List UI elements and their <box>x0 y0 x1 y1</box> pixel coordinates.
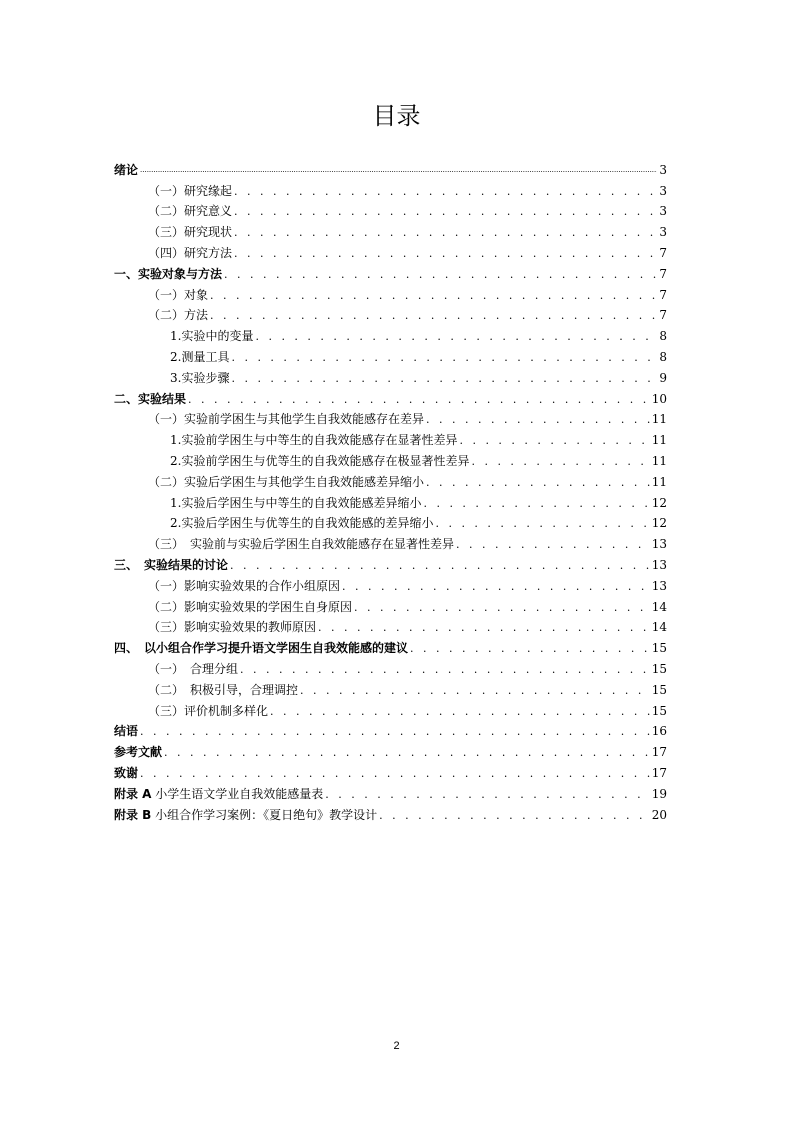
toc-entry-label: （二） 积极引导，合理调控 <box>148 682 299 697</box>
toc-entry[interactable] <box>114 677 667 698</box>
toc-entry-page: 16 <box>651 724 667 739</box>
toc-entry-label: 2.实验后学困生与优等生的自我效能感的差异缩小 <box>170 516 434 531</box>
dot-leader <box>230 558 650 573</box>
appendix-label: 附录 A <box>114 786 152 801</box>
toc-entry-page: 3 <box>659 183 667 198</box>
toc-entry[interactable] <box>114 178 667 199</box>
toc-entry-page: 8 <box>659 349 667 364</box>
dot-leader <box>210 308 657 323</box>
appendix-title: 小组合作学习案例：《夏日绝句》教学设计 <box>151 807 378 822</box>
dot-leader <box>234 204 657 219</box>
toc-entry-page: 12 <box>651 495 667 510</box>
toc-entry-label: （一） 合理分组 <box>148 661 239 676</box>
toc-entry-label: 二、实验结果 <box>114 391 187 406</box>
toc-entry[interactable] <box>114 594 667 615</box>
dot-leader <box>471 454 649 469</box>
dot-leader <box>325 787 649 802</box>
toc-entry[interactable] <box>114 199 667 220</box>
toc-entry-page: 20 <box>651 807 667 822</box>
dot-leader <box>140 724 650 739</box>
toc-entry-label <box>114 787 323 802</box>
toc-entry-page: 11 <box>651 412 667 427</box>
toc-entry[interactable] <box>114 656 667 677</box>
dot-leader <box>456 537 650 552</box>
toc-entry[interactable] <box>114 490 667 511</box>
toc-entry-label: 2.实验前学困生与优等生的自我效能感存在极显著性差异 <box>170 453 470 468</box>
toc-entry[interactable] <box>114 240 667 261</box>
toc-entry-page: 15 <box>651 661 667 676</box>
toc-entry-label: 一、实验对象与方法 <box>114 266 223 281</box>
dot-leader <box>164 745 650 760</box>
toc-entry-page: 3 <box>659 225 667 240</box>
toc-entry-page: 15 <box>651 641 667 656</box>
toc-entry-label: （一）对象 <box>148 287 209 302</box>
dot-leader <box>423 496 649 511</box>
dot-leader <box>210 288 657 303</box>
dot-leader <box>426 475 650 490</box>
dot-leader <box>318 620 650 635</box>
toc-entry[interactable] <box>114 261 667 282</box>
toc-entry[interactable] <box>114 407 667 428</box>
toc-entry-label: 绪论 <box>114 162 139 177</box>
toc-entry-page: 3 <box>659 204 667 219</box>
appendix-title: 小学生语文学业自我效能感量表 <box>151 786 324 801</box>
toc-entry-label: 参考文献 <box>114 745 163 760</box>
toc-entry[interactable] <box>114 219 667 240</box>
toc-entry[interactable] <box>114 448 667 469</box>
table-of-contents <box>114 157 667 823</box>
toc-entry[interactable] <box>114 511 667 532</box>
toc-entry-page: 14 <box>651 620 667 635</box>
toc-entry[interactable] <box>114 344 667 365</box>
toc-entry-page: 10 <box>651 391 667 406</box>
toc-entry-label: 三、 实验结果的讨论 <box>114 557 229 572</box>
dot-leader <box>426 412 650 427</box>
toc-entry-page: 7 <box>659 266 667 281</box>
toc-entry[interactable] <box>114 802 667 823</box>
dot-leader <box>140 766 650 781</box>
toc-entry-page: 11 <box>651 453 667 468</box>
toc-entry[interactable] <box>114 323 667 344</box>
toc-entry-page: 13 <box>651 557 667 572</box>
dot-leader <box>224 267 657 282</box>
toc-entry-page: 8 <box>659 329 667 344</box>
toc-entry-page: 11 <box>651 433 667 448</box>
toc-entry-page: 17 <box>651 745 667 760</box>
page-title: 目录 <box>372 102 421 130</box>
dot-leader <box>354 600 650 615</box>
toc-entry-label: （一）影响实验效果的合作小组原因 <box>148 578 341 593</box>
toc-entry-label <box>114 808 377 823</box>
toc-entry-label: （二）方法 <box>148 308 209 323</box>
toc-entry-label: 2.测量工具 <box>170 349 230 364</box>
toc-entry-label: （三）评价机制多样化 <box>148 703 269 718</box>
toc-entry-label: （三）研究现状 <box>148 225 233 240</box>
toc-entry-label: 结语 <box>114 724 139 739</box>
toc-entry[interactable] <box>114 386 667 407</box>
toc-entry[interactable] <box>114 698 667 719</box>
toc-entry-label: （一）研究缘起 <box>148 183 233 198</box>
toc-entry-page: 7 <box>659 308 667 323</box>
page-number: 2 <box>393 1040 400 1052</box>
toc-entry[interactable] <box>114 635 667 656</box>
toc-entry-page: 13 <box>651 578 667 593</box>
toc-entry-label: 1.实验后学困生与中等生的自我效能感差异缩小 <box>170 495 422 510</box>
dot-leader <box>140 163 657 178</box>
dot-leader <box>234 246 657 261</box>
toc-entry[interactable] <box>114 365 667 386</box>
toc-entry[interactable] <box>114 573 667 594</box>
toc-entry-page: 15 <box>651 682 667 697</box>
dot-leader <box>231 350 657 365</box>
dot-leader <box>234 225 657 240</box>
toc-entry-label: （二）实验后学困生与其他学生自我效能感差异缩小 <box>148 474 425 489</box>
toc-entry-label: （二）影响实验效果的学困生自身原因 <box>148 599 353 614</box>
toc-entry[interactable] <box>114 552 667 573</box>
toc-entry[interactable] <box>114 282 667 303</box>
dot-leader <box>188 392 650 407</box>
toc-entry-label: （三） 实验前与实验后学困生自我效能感存在显著性差异 <box>148 537 455 552</box>
dot-leader <box>410 641 650 656</box>
dot-leader <box>255 329 657 344</box>
toc-entry-page: 13 <box>651 537 667 552</box>
toc-entry[interactable] <box>114 781 667 802</box>
dot-leader <box>234 184 657 199</box>
dot-leader <box>240 662 650 677</box>
dot-leader <box>300 683 650 698</box>
toc-entry-label: （四）研究方法 <box>148 245 233 260</box>
toc-entry-label: 致谢 <box>114 765 139 780</box>
toc-entry-label: （一）实验前学困生与其他学生自我效能感存在差异 <box>148 412 425 427</box>
toc-entry-label: （三）影响实验效果的教师原因 <box>148 620 317 635</box>
dot-leader <box>435 516 649 531</box>
toc-entry-page: 7 <box>659 287 667 302</box>
toc-entry-page: 7 <box>659 245 667 260</box>
toc-entry[interactable] <box>114 469 667 490</box>
toc-entry-label: 1.实验中的变量 <box>170 329 254 344</box>
toc-entry-page: 3 <box>659 162 667 177</box>
toc-entry-page: 17 <box>651 765 667 780</box>
dot-leader <box>342 579 650 594</box>
toc-entry-page: 9 <box>659 370 667 385</box>
dot-leader <box>379 808 650 823</box>
toc-entry-page: 15 <box>651 703 667 718</box>
toc-entry-label: 四、 以小组合作学习提升语文学困生自我效能感的建议 <box>114 641 409 656</box>
toc-entry[interactable] <box>114 531 667 552</box>
toc-entry-page: 14 <box>651 599 667 614</box>
toc-entry[interactable] <box>114 157 667 178</box>
toc-entry[interactable] <box>114 427 667 448</box>
toc-entry[interactable] <box>114 760 667 781</box>
toc-entry-label: 1.实验前学困生与中等生的自我效能感存在显著性差异 <box>170 433 458 448</box>
dot-leader <box>270 704 650 719</box>
appendix-label: 附录 B <box>114 807 152 822</box>
toc-entry[interactable] <box>114 739 667 760</box>
toc-entry[interactable] <box>114 615 667 636</box>
toc-entry-page: 19 <box>651 786 667 801</box>
dot-leader <box>231 371 657 386</box>
toc-entry[interactable] <box>114 719 667 740</box>
toc-entry-page: 12 <box>651 516 667 531</box>
toc-entry-label: 3.实验步骤 <box>170 370 230 385</box>
dot-leader <box>459 433 649 448</box>
toc-entry[interactable] <box>114 303 667 324</box>
toc-entry-page: 11 <box>651 474 667 489</box>
toc-entry-label: （二）研究意义 <box>148 204 233 219</box>
